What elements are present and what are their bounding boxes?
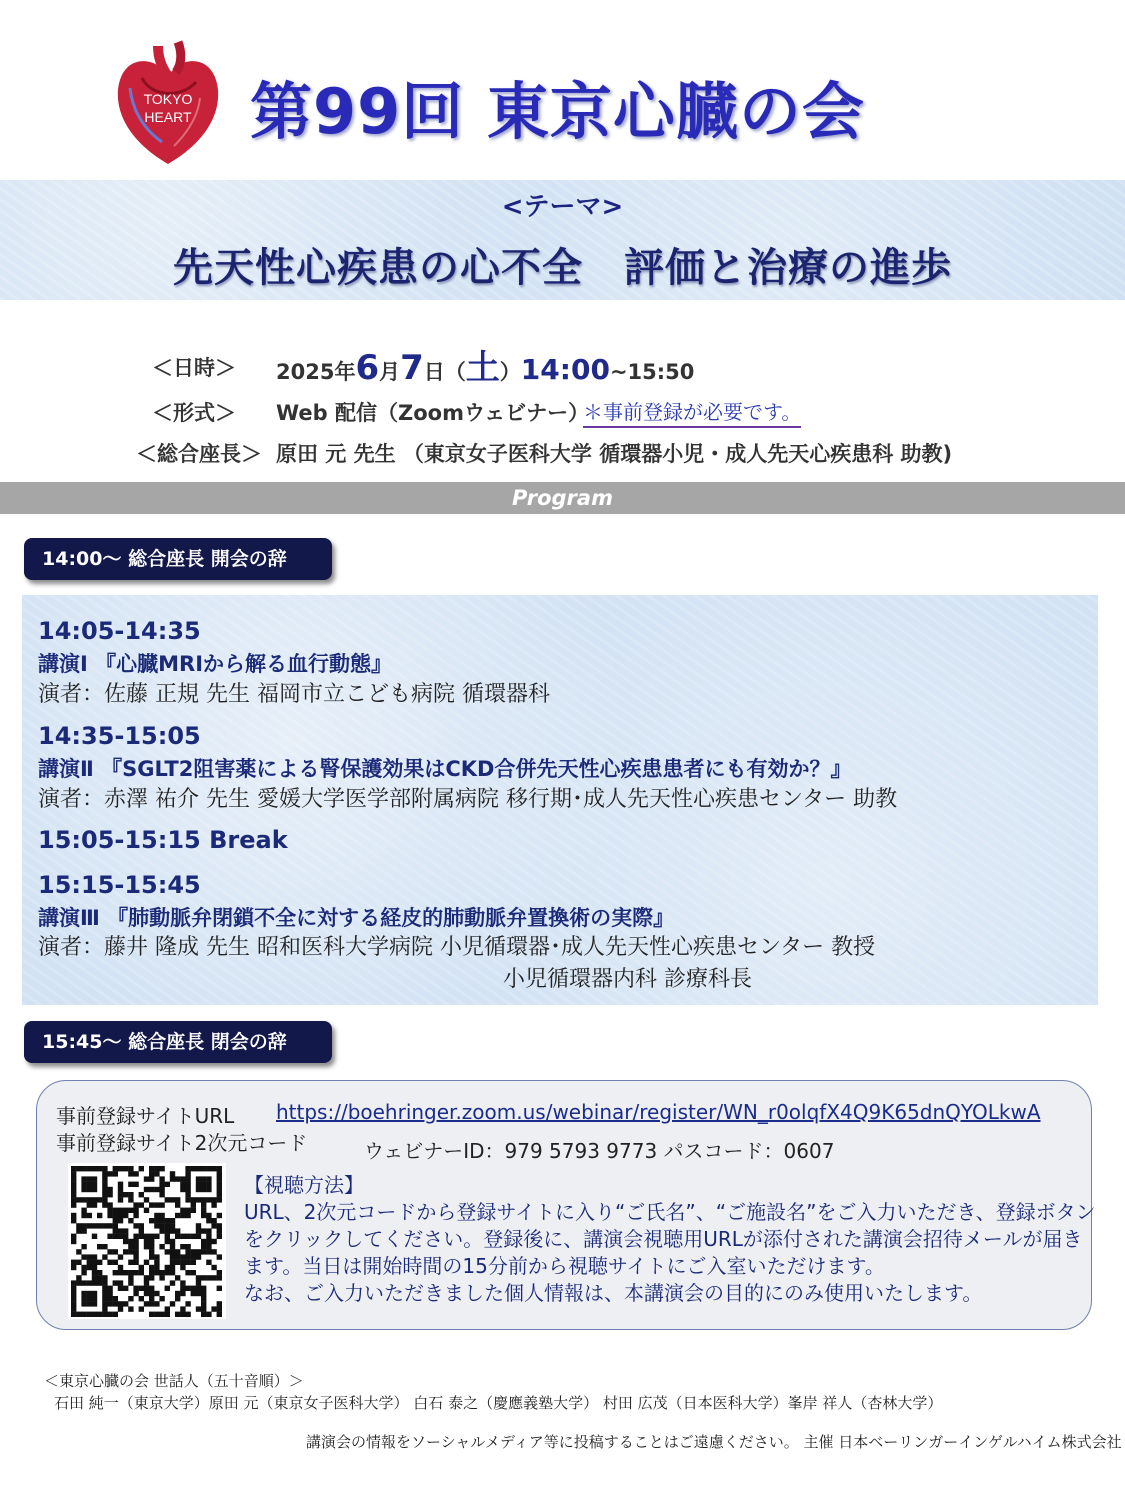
break-time: 15:05-15:15 Break bbox=[38, 826, 288, 854]
session2-title: 講演Ⅱ 『SGLT2阻害薬による腎保護効果はCKD合併先天性心疾患患者にも有効か？』 bbox=[38, 757, 852, 781]
tokyo-heart-logo bbox=[112, 38, 224, 168]
date-day-unit: 日（ bbox=[423, 360, 466, 384]
date-value bbox=[276, 340, 694, 389]
date-label: ＜日時＞ bbox=[152, 356, 236, 380]
session1-speaker: 演者：佐藤 正規 先生 福岡市立こども病院 循環器科 bbox=[38, 682, 550, 707]
session2-speaker: 演者：赤澤 祐介 先生 愛媛大学医学部附属病院 移行期･成人先天性心疾患センター 助教 bbox=[38, 787, 898, 812]
registration-qr-code[interactable] bbox=[68, 1163, 226, 1319]
organizers-label: ＜東京心臓の会 世話人（五十音順）＞ bbox=[44, 1372, 304, 1390]
howto-title: 【視聴方法】 bbox=[244, 1173, 364, 1197]
date-year: 2025年 bbox=[276, 360, 356, 384]
theme-title: 先天性心疾患の心不全 評価と治療の進歩 bbox=[173, 245, 952, 291]
howto-line4: なお、ご入力いただきました個人情報は、本講演会の目的にのみ使用いたします。 bbox=[244, 1281, 983, 1305]
logo-text-tokyo: TOKYO bbox=[143, 91, 193, 107]
theme-label: <テーマ> bbox=[501, 192, 624, 222]
session3-title: 講演Ⅲ 『肺動脈弁閉鎖不全に対する経皮的肺動脈弁置換術の実際』 bbox=[38, 906, 675, 930]
chair-value: 原田 元 先生 （東京女子医科大学 循環器小児・成人先天心疾患科 助教) bbox=[276, 442, 953, 466]
qr-code-label: 事前登録サイト2次元コード bbox=[56, 1131, 308, 1155]
logo-text-heart: HEART bbox=[144, 109, 192, 125]
registration-required-note[interactable]: ＊事前登録が必要です。 bbox=[583, 396, 801, 428]
format-value: Web 配信（Zoomウェビナー） bbox=[276, 401, 590, 425]
session3-speaker-line2: 小児循環器内科 診療科長 bbox=[503, 967, 752, 992]
date-time: 14:00 bbox=[520, 353, 610, 386]
date-day: 7 bbox=[400, 348, 424, 388]
howto-line3: ます。当日は開始時間の15分前から視聴サイトにご入室いただけます。 bbox=[244, 1254, 885, 1278]
chair-label: ＜総合座長＞ bbox=[136, 442, 262, 466]
opening-remarks-pill: 14:00～ 総合座長 開会の辞 bbox=[24, 538, 332, 580]
webinar-id-passcode: ウェビナーID：979 5793 9773 パスコード：0607 bbox=[364, 1139, 835, 1163]
session1-title: 講演Ⅰ 『心臓MRIから解る血行動態』 bbox=[38, 652, 393, 676]
date-month-unit: 月 bbox=[379, 360, 401, 384]
session1-time: 14:05-14:35 bbox=[38, 617, 201, 645]
sponsor-notice: 講演会の情報をソーシャルメディア等に投稿することはご遠慮ください。 主催 日本ベーリンガーインゲルハイム株式会社 bbox=[306, 1433, 1122, 1451]
date-close: ） bbox=[499, 360, 521, 384]
viewing-instructions bbox=[244, 1172, 1096, 1307]
date-weekday: 土 bbox=[465, 348, 500, 388]
howto-line2: をクリックしてください。登録後に、講演会視聴用URLが添付された講演会招待メールが届き bbox=[244, 1227, 1083, 1251]
program-bar: Program bbox=[0, 482, 1125, 514]
organizers-list: 石田 純一（東京大学）原田 元（東京女子医科大学） 白石 泰之（慶應義塾大学） 村田 広茂（日本医科大学）峯岸 祥人（杏林大学） bbox=[54, 1394, 943, 1412]
page-title: 第99回 東京心臓の会 bbox=[250, 75, 865, 148]
date-month: 6 bbox=[355, 348, 380, 388]
howto-line1: URL、2次元コードから登録サイトに入り“ご氏名”、“ご施設名”をご入力いただき、登録ボタン bbox=[244, 1200, 1096, 1224]
registration-url-link[interactable]: https://boehringer.zoom.us/webinar/register/WN_r0olqfX4Q9K65dnQYOLkwA bbox=[276, 1100, 1041, 1124]
registration-url-label: 事前登録サイトURL bbox=[56, 1104, 235, 1128]
session3-time: 15:15-15:45 bbox=[38, 871, 201, 899]
closing-remarks-pill: 15:45～ 総合座長 閉会の辞 bbox=[24, 1021, 332, 1063]
session3-speaker: 演者：藤井 隆成 先生 昭和医科大学病院 小児循環器･成人先天性心疾患センター 教授 bbox=[38, 935, 876, 960]
session2-time: 14:35-15:05 bbox=[38, 722, 201, 750]
format-label: ＜形式＞ bbox=[152, 401, 236, 425]
date-time-end: ~15:50 bbox=[609, 360, 695, 384]
